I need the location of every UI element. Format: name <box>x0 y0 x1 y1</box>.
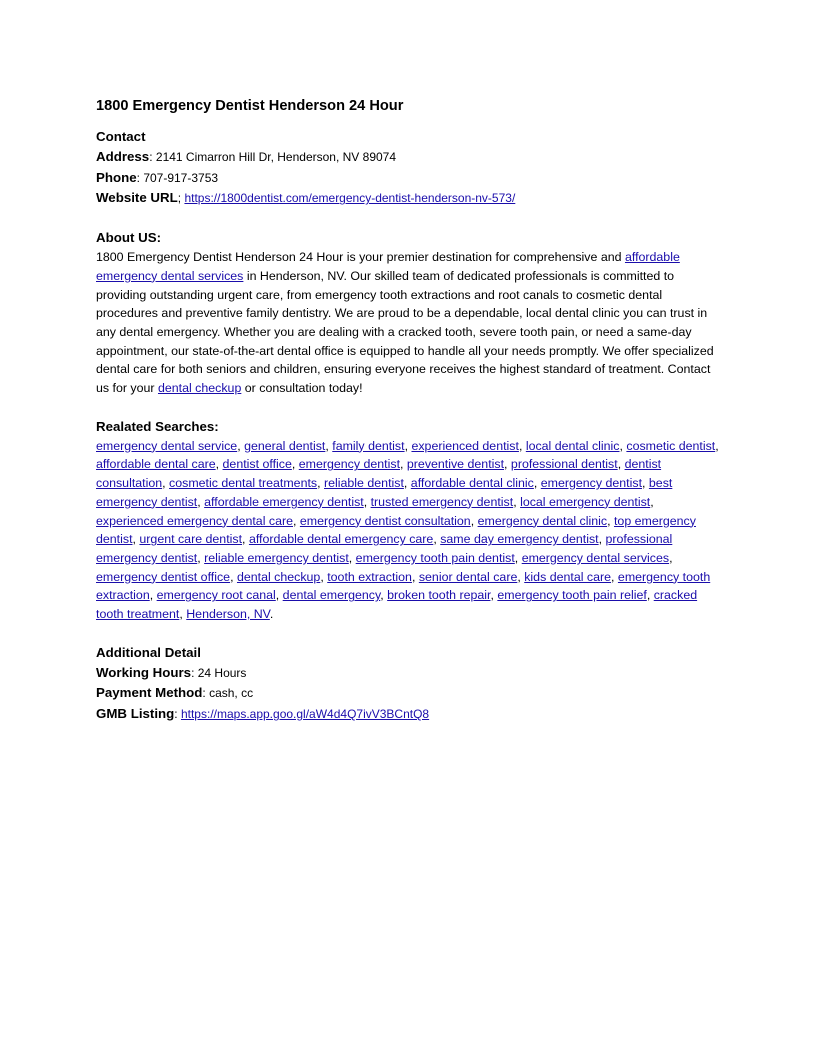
address-label: Address <box>96 149 150 164</box>
related-search-link[interactable]: affordable dental care <box>96 457 216 472</box>
payment-method-row: Payment Method: cash, cc <box>96 685 254 701</box>
related-search-link[interactable]: affordable emergency dentist <box>204 494 364 509</box>
related-search-link[interactable]: cosmetic dentist <box>626 438 716 453</box>
about-text-2: in Henderson, NV. Our skilled team of dedicated professionals is committed to providing outstanding urgent care, from emergency tooth extractions and root canals to cosmetic dental procedures and preventive family dentistry. We are proud to be a dependable, local dental clinic you can trust in any dental emergency. Whether you are dealing with a cracked tooth, severe tooth pain, or need a same-day appointment, our state-of-the-art dental office is equipped to handle all your needs promptly. We offer specialized dental care for both seniors and children, ensuring everyone receives the highest standard of treatment. Contact us for your <box>96 268 714 396</box>
related-search-link[interactable]: emergency dental clinic <box>477 513 608 528</box>
about-text-1: 1800 Emergency Dentist Henderson 24 Hour is your premier destination for comprehensive and <box>96 250 625 265</box>
related-search-link[interactable]: emergency tooth pain dentist <box>355 550 515 565</box>
related-search-link[interactable]: same day emergency dentist <box>440 532 599 547</box>
related-search-link[interactable]: emergency tooth pain relief <box>497 588 647 603</box>
related-search-link[interactable]: emergency dentist <box>540 476 643 491</box>
related-search-link[interactable]: general dentist <box>244 438 326 453</box>
related-search-link[interactable]: emergency dentist office <box>96 569 231 584</box>
related-search-link[interactable]: cracked tooth treatment <box>96 588 698 622</box>
gmb-listing-label: GMB Listing <box>96 706 175 722</box>
related-search-link[interactable]: broken tooth repair <box>387 588 491 603</box>
related-search-link[interactable]: top emergency dentist <box>96 513 696 547</box>
website-row: Website URL; https://1800dentist.com/emergency-dentist-henderson-nv-573/ <box>96 190 516 206</box>
related-search-link[interactable]: affordable dental clinic <box>410 476 534 491</box>
related-searches-heading: Realated Searches: <box>96 418 219 434</box>
address-row: Address: 2141 Cimarron Hill Dr, Henderson, NV 89074 <box>96 149 397 164</box>
related-search-link[interactable]: local dental clinic <box>525 438 620 453</box>
related-search-link[interactable]: kids dental care <box>524 569 612 584</box>
payment-method-label: Payment Method <box>96 685 203 701</box>
address-value: 2141 Cimarron Hill Dr, Henderson, NV 89074 <box>155 150 397 164</box>
related-search-link[interactable]: dental emergency <box>282 588 381 603</box>
related-search-link[interactable]: emergency dental services <box>521 550 670 565</box>
related-search-link[interactable]: senior dental care <box>418 569 518 584</box>
related-search-link[interactable]: local emergency dentist <box>520 494 651 509</box>
phone-value: 707-917-3753 <box>143 170 219 185</box>
related-search-link[interactable]: experienced emergency dental care <box>96 513 293 528</box>
related-search-link[interactable]: reliable emergency dentist <box>204 550 349 565</box>
payment-method-value: cash, cc <box>209 686 254 701</box>
dental-checkup-link[interactable]: dental checkup <box>157 381 242 396</box>
related-search-link[interactable]: professional emergency dentist <box>96 532 673 565</box>
additional-detail-heading: Additional Detail <box>96 644 201 660</box>
about-paragraph <box>96 248 720 398</box>
related-search-link[interactable]: experienced dentist <box>411 438 519 453</box>
related-search-link[interactable]: professional dentist <box>510 457 618 472</box>
working-hours-row: Working Hours: 24 Hours <box>96 664 247 680</box>
working-hours-value: 24 Hours <box>197 665 247 680</box>
related-search-link[interactable]: reliable dentist <box>324 476 404 491</box>
related-search-link[interactable]: dentist consultation <box>96 457 662 491</box>
related-search-link[interactable]: preventive dentist <box>406 457 505 472</box>
about-heading: About US: <box>96 230 161 246</box>
related-search-link[interactable]: emergency dentist consultation <box>299 513 471 528</box>
contact-heading: Contact <box>96 129 146 144</box>
gmb-listing-row: GMB Listing: https://maps.app.goo.gl/aW4d4Q7ivV3BCntQ8 <box>96 706 430 722</box>
related-search-link[interactable]: trusted emergency dentist <box>370 494 514 509</box>
website-link[interactable]: https://1800dentist.com/emergency-dentist-henderson-nv-573/ <box>184 191 516 206</box>
related-search-link[interactable]: affordable dental emergency care <box>248 532 434 547</box>
website-label: Website URL <box>96 190 178 206</box>
gmb-listing-link[interactable]: https://maps.app.goo.gl/aW4d4Q7ivV3BCntQ8 <box>180 707 430 722</box>
working-hours-label: Working Hours <box>96 664 192 680</box>
related-search-link[interactable]: emergency dental service <box>96 438 238 453</box>
about-text-3: or consultation today! <box>241 381 363 396</box>
phone-row: Phone: 707-917-3753 <box>96 169 219 185</box>
related-search-link[interactable]: dental checkup <box>236 569 321 584</box>
related-search-link[interactable]: emergency tooth extraction <box>96 569 711 603</box>
page-title: 1800 Emergency Dentist Henderson 24 Hour <box>96 98 404 114</box>
phone-label: Phone <box>96 169 137 185</box>
related-search-link[interactable]: family dentist <box>332 438 405 453</box>
related-search-link[interactable]: cosmetic dental treatments <box>169 476 318 491</box>
related-search-link[interactable]: tooth extraction <box>327 569 412 584</box>
related-search-link[interactable]: dentist office <box>222 457 292 472</box>
related-search-link[interactable]: Henderson, NV <box>186 607 270 622</box>
related-searches-list: emergency dental service, general dentist, family dentist, experienced dentist, local dental clinic, cosmetic dentist, affordable dental care, dentist office, emergency dentist, preventive dentist, professional dentist, dentist consultation, cosmetic dental treatments, reliable dentist, affordable dental clinic, emergency dentist, best emergency dentist, affordable emergency dentist, trusted emergency dentist, local emergency dentist, experienced emergency dental care, emergency dentist consultation, emergency dental clinic, top emergency dentist, urgent care dentist, affordable dental emergency care, same day emergency dentist, professional emergency dentist, reliable emergency dentist, emergency tooth pain dentist, emergency dental services, emergency dentist office, dental checkup, tooth extraction, senior dental care, kids dental care, emergency tooth extraction, emergency root canal, dental emergency, broken tooth repair, emergency tooth pain relief, cracked tooth treatment, Henderson, NV. <box>96 438 719 622</box>
related-search-link[interactable]: emergency dentist <box>298 457 401 472</box>
related-search-link[interactable]: best emergency dentist <box>96 476 673 509</box>
affordable-emergency-dental-services-link[interactable]: affordable emergency dental services <box>96 250 680 283</box>
document-content <box>96 96 720 725</box>
related-search-link[interactable]: emergency root canal <box>156 588 276 603</box>
related-search-link[interactable]: urgent care dentist <box>139 532 243 547</box>
